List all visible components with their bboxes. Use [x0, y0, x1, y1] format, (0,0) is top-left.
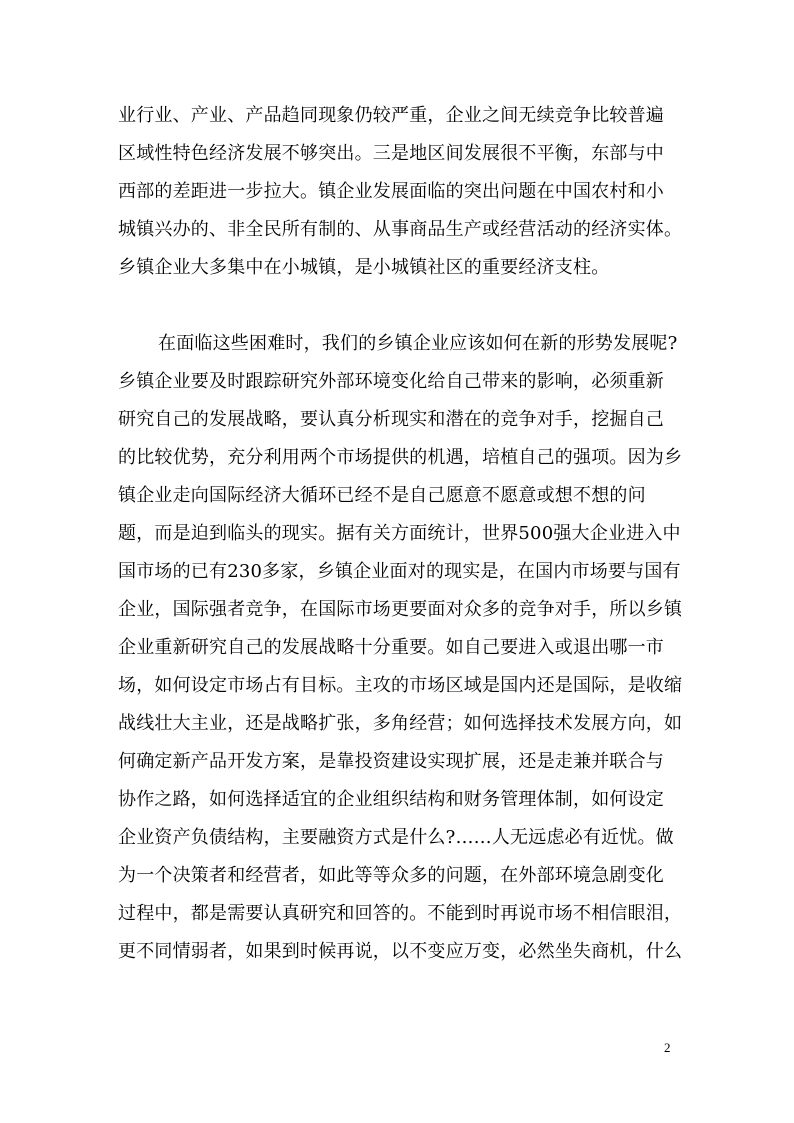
paragraph-1 — [118, 97, 688, 287]
text-line: 题，而是迫到临头的现实。据有关方面统计，世界500强大企业进入中 — [118, 523, 681, 544]
page-number: 2 — [664, 1040, 671, 1055]
paragraph-2 — [118, 325, 688, 971]
text-line: 乡镇企业要及时跟踪研究外部环境变化给自己带来的影响，必须重新 — [118, 371, 664, 392]
text-line: 企业重新研究自己的发展战略十分重要。如自己要进入或退出哪一市 — [118, 637, 664, 658]
text-line: 在面临这些困难时，我们的乡镇企业应该如何在新的形势发展呢? — [158, 333, 678, 354]
text-line: 国市场的已有230多家，乡镇企业面对的现实是，在国内市场要与国有 — [118, 561, 681, 582]
text-line: 何确定新产品开发方案，是靠投资建设实现扩展，还是走兼并联合与 — [118, 751, 664, 772]
text-line: 业行业、产业、产品趋同现象仍较严重，企业之间无续竞争比较普遍 — [118, 105, 664, 126]
text-line: 区域性特色经济发展不够突出。三是地区间发展很不平衡，东部与中 — [118, 143, 664, 164]
text-line: 过程中，都是需要认真研究和回答的。不能到时再说市场不相信眼泪， — [118, 903, 683, 924]
text-line: 西部的差距进一步拉大。镇企业发展面临的突出问题在中国农村和小 — [118, 181, 664, 202]
text-line: 的比较优势，充分利用两个市场提供的机遇，培植自己的强项。因为乡 — [118, 447, 683, 468]
text-line: 企业，国际强者竞争，在国际市场更要面对众多的竞争对手，所以乡镇 — [118, 599, 683, 620]
text-line: 场，如何设定市场占有目标。主攻的市场区域是国内还是国际，是收缩 — [118, 675, 683, 696]
text-line: 为一个决策者和经营者，如此等等众多的问题，在外部环境急剧变化 — [118, 865, 664, 886]
text-line: 协作之路，如何选择适宜的企业组织结构和财务管理体制，如何设定 — [118, 789, 664, 810]
text-line: 战线壮大主业，还是战略扩张，多角经营；如何选择技术发展方向，如 — [118, 713, 683, 734]
text-line: 乡镇企业大多集中在小城镇，是小城镇社区的重要经济支柱。 — [118, 257, 610, 278]
text-line: 企业资产负债结构，主要融资方式是什么?……人无远虑必有近忧。做 — [118, 827, 674, 848]
text-line: 城镇兴办的、非全民所有制的、从事商品生产或经营活动的经济实体。 — [118, 219, 683, 240]
text-line: 研究自己的发展战略，要认真分析现实和潜在的竞争对手，挖掘自己 — [118, 409, 664, 430]
text-line: 更不同情弱者，如果到时候再说，以不变应万变，必然坐失商机，什么 — [118, 941, 683, 962]
text-line: 镇企业走向国际经济大循环已经不是自己愿意不愿意或想不想的问 — [118, 485, 646, 506]
